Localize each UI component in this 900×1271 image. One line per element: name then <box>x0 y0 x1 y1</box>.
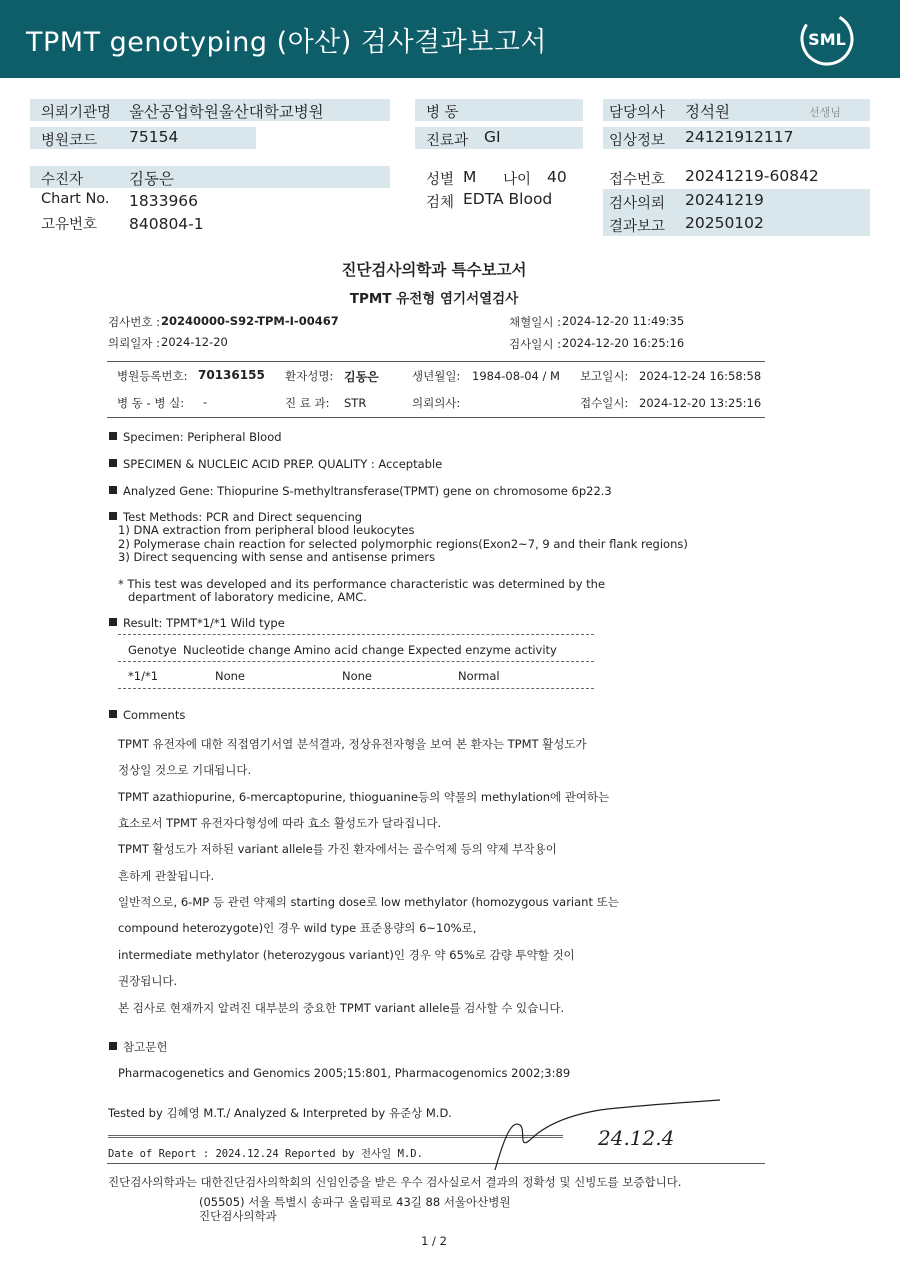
result-value: 20250102 <box>685 214 764 232</box>
report-dt-value: 2024-12-24 16:58:58 <box>639 369 762 383</box>
chart-value: 1833966 <box>129 192 199 210</box>
age-label: 나이 <box>503 172 532 188</box>
comment-line: TPMT 유전자에 대한 직접염기서열 분석결과, 정상유전자형을 보여 본 환자는 TPMT 활성도가 <box>118 737 587 751</box>
divider <box>107 361 765 362</box>
table-rule <box>118 634 594 635</box>
doctor-value: 정석원 <box>685 103 730 121</box>
comments-heading: Comments <box>109 708 185 722</box>
sex-value: M <box>463 168 477 186</box>
footer-text: 진단검사의학과는 대한진단검사의학회의 신임인증을 받은 우수 검사실로서 결과의 정확성 및 신빙도를 보증합니다. <box>108 1175 682 1189</box>
table-header-enzyme: Expected enzyme activity <box>408 643 557 657</box>
reg-value: 70136155 <box>198 368 265 382</box>
tested-by: Tested by 김혜영 M.T./ Analyzed & Interpreted by 유준상 M.D. <box>108 1106 452 1120</box>
id-value: 840804-1 <box>129 215 204 233</box>
patient-value: 김동은 <box>129 170 174 188</box>
birth-label: 생년월일: <box>412 369 461 383</box>
receipt-value: 20241219-60842 <box>685 167 819 185</box>
address-dept: 진단검사의학과 <box>199 1209 277 1223</box>
report-main-title: 진단검사의학과 특수보고서 <box>341 261 527 279</box>
methods-line: Test Methods: PCR and Direct sequencing <box>109 510 362 524</box>
dept2-label: 진 료 과: <box>285 396 330 410</box>
note-1: * This test was developed and its performance characteristic was determined by the <box>118 577 606 591</box>
quality-line: SPECIMEN & NUCLEIC ACID PREP. QUALITY : Acceptable <box>109 457 442 471</box>
result-label: 결과보고 <box>609 219 666 235</box>
table-rule <box>118 661 594 662</box>
report-subtitle: TPMT 유전형 염기서열검사 <box>349 291 519 307</box>
method-1: 1) DNA extraction from peripheral blood leukocytes <box>118 523 415 537</box>
test-no-label: 검사번호 : <box>108 315 160 329</box>
gene-line: Analyzed Gene: Thiopurine S-methyltransferase(TPMT) gene on chromosome 6p22.3 <box>109 484 612 498</box>
table-cell-genotype: *1/*1 <box>128 669 159 683</box>
signature <box>490 1095 725 1175</box>
req-date-label: 의뢰일자 : <box>108 336 160 350</box>
address: (05505) 서울 특별시 송파구 올림픽로 43길 88 서울아산병원 <box>199 1195 511 1209</box>
doctor-suffix: 선생님 <box>809 106 841 119</box>
inst-label: 의뢰기관명 <box>41 105 112 121</box>
clinic-value: 24121912117 <box>685 128 794 146</box>
birth-value: 1984-08-04 / M <box>472 369 560 383</box>
refs-text: Pharmacogenetics and Genomics 2005;15:801, Pharmacogenomics 2002;3:89 <box>118 1066 571 1080</box>
method-2: 2) Polymerase chain reaction for selected polymorphic regions(Exon2~7, 9 and their flank regions) <box>118 537 688 551</box>
inst-value: 울산공업학원울산대학교병원 <box>129 103 324 121</box>
comment-line: 본 검사로 현재까지 알려진 대부분의 중요한 TPMT variant allele를 검사할 수 있습니다. <box>118 1001 565 1015</box>
room-label: 병 동 - 병 실: <box>117 396 185 410</box>
pname-value: 김동은 <box>344 370 379 384</box>
collect-value: 2024-12-20 11:49:35 <box>562 314 685 328</box>
method-3: 3) Direct sequencing with sense and antisense primers <box>118 550 436 564</box>
table-header-genotype: Genotye <box>128 643 177 657</box>
date-of-report: Date of Report : 2024.12.24 Reported by 전사일 M.D. <box>108 1148 423 1160</box>
table-rule <box>118 688 594 689</box>
table-cell-enzyme: Normal <box>458 669 500 683</box>
report-title: TPMT genotyping (아산) 검사결과보고서 <box>26 27 547 58</box>
recv-value: 2024-12-20 13:25:16 <box>639 396 762 410</box>
request-label: 검사의뢰 <box>609 196 666 212</box>
comment-line: 정상일 것으로 기대됩니다. <box>118 763 252 777</box>
receipt-label: 접수번호 <box>609 172 666 188</box>
reg-label: 병원등록번호: <box>117 369 188 383</box>
comment-line: compound heterozygote)인 경우 wild type 표준용량의 6~10%로, <box>118 921 477 935</box>
doctor-label: 담당의사 <box>609 105 666 121</box>
comment-line: TPMT 활성도가 저하된 variant allele를 가진 환자에서는 골수억제 등의 약제 부작용이 <box>118 842 557 856</box>
ward-label: 병 동 <box>426 105 459 121</box>
chart-label: Chart No. <box>41 191 110 207</box>
sex-label: 성별 <box>426 172 455 188</box>
comment-line: 효소로서 TPMT 유전자다형성에 따라 효소 활성도가 달라집니다. <box>118 816 442 830</box>
patient-label: 수진자 <box>41 172 84 188</box>
result-line: Result: TPMT*1/*1 Wild type <box>109 616 285 630</box>
comment-line: intermediate methylator (heterozygous variant)인 경우 약 65%로 감량 투약할 것이 <box>118 948 575 962</box>
table-cell-amino: None <box>342 669 373 683</box>
signature-text: 24.12.4 <box>598 1126 675 1150</box>
comment-line: 흔하게 관찰됩니다. <box>118 869 215 883</box>
clinic-label: 임상정보 <box>609 133 666 149</box>
table-header-amino: Amino acid change <box>294 643 405 657</box>
collect-label: 채혈일시 : <box>509 315 561 329</box>
recv-label: 접수일시: <box>580 396 629 410</box>
info-bar-patient <box>30 166 390 188</box>
logo-text: SML <box>808 30 846 49</box>
divider <box>107 417 765 418</box>
page-number: 1 / 2 <box>421 1234 447 1248</box>
code-label: 병원코드 <box>41 133 98 149</box>
age-value: 40 <box>547 168 567 186</box>
code-value: 75154 <box>129 128 179 146</box>
report-dt-label: 보고일시: <box>580 369 629 383</box>
reqdoc-label: 의뢰의사: <box>412 396 461 410</box>
note-2: department of laboratory medicine, AMC. <box>128 590 367 604</box>
dept-label: 진료과 <box>426 133 469 149</box>
refs-heading: 참고문헌 <box>109 1039 167 1055</box>
pname-label: 환자성명: <box>285 369 334 383</box>
dept2-value: STR <box>344 396 367 410</box>
specimen-line: Specimen: Peripheral Blood <box>109 430 282 444</box>
dept-value: GI <box>484 128 501 146</box>
comment-line: 권장됩니다. <box>118 974 178 988</box>
sml-logo <box>800 12 854 66</box>
req-date-value: 2024-12-20 <box>161 335 228 349</box>
comment-line: 일반적으로, 6-MP 등 관련 약제의 starting dose로 low methylator (homozygous variant 또는 <box>118 895 619 909</box>
exam-label: 검사일시 : <box>509 337 561 351</box>
room-value: - <box>203 395 208 409</box>
id-label: 고유번호 <box>41 217 98 233</box>
specimen-label: 검체 <box>426 195 455 211</box>
test-no-value: 20240000-S92-TPM-I-00467 <box>161 314 339 328</box>
exam-value: 2024-12-20 16:25:16 <box>562 336 685 350</box>
specimen-value: EDTA Blood <box>463 190 553 208</box>
comment-line: TPMT azathiopurine, 6-mercaptopurine, thioguanine등의 약물의 methylation에 관여하는 <box>118 790 610 804</box>
report-header <box>0 0 900 78</box>
request-value: 20241219 <box>685 191 764 209</box>
table-cell-nucleotide: None <box>215 669 246 683</box>
table-header-nucleotide: Nucleotide change <box>183 643 291 657</box>
